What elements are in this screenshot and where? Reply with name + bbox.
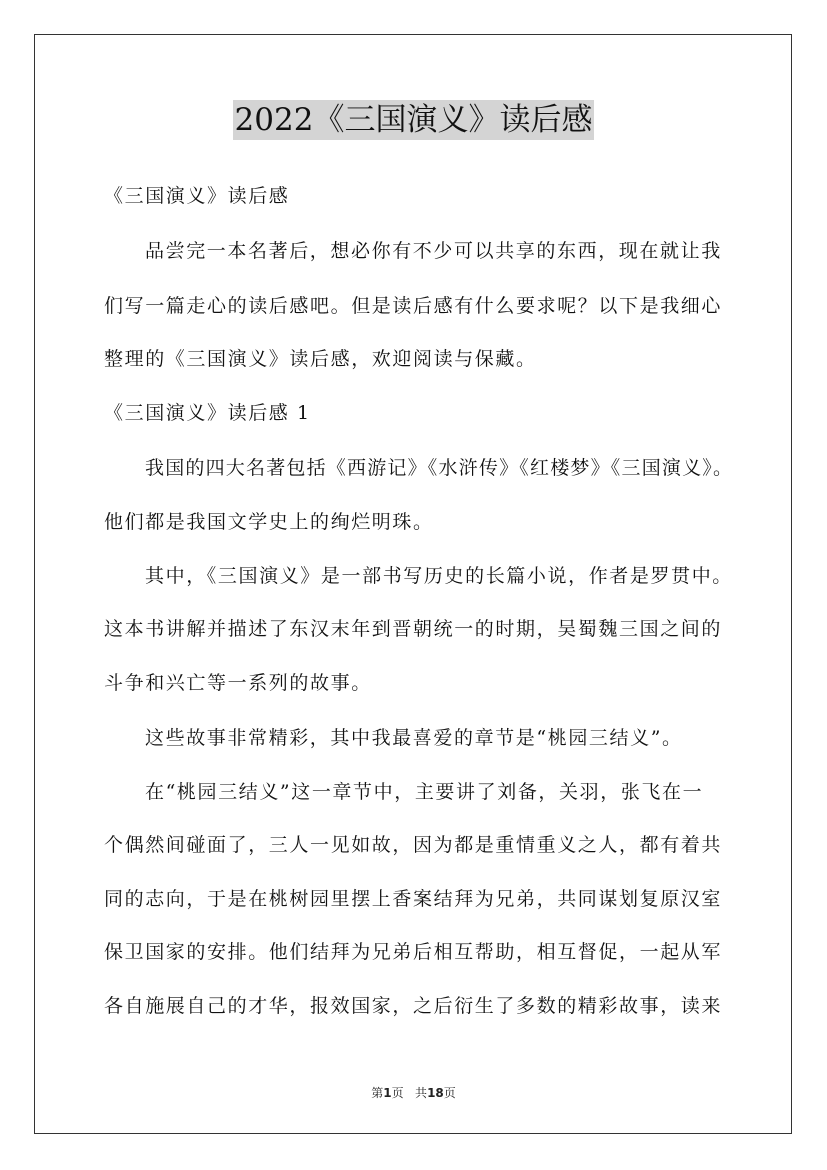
body-line: 品尝完一本名著后，想必你有不少可以共享的东西，现在就让我	[145, 240, 722, 262]
section-heading: 《三国演义》读后感	[104, 185, 290, 207]
body-line: 这些故事非常精彩，其中我最喜爱的章节是“桃园三结义”。	[145, 727, 683, 749]
body-line: 各自施展自己的才华，报效国家，之后衍生了多数的精彩故事，读来	[104, 995, 723, 1017]
body-line: 保卫国家的安排。他们结拜为兄弟后相互帮助，相互督促，一起从军	[104, 941, 723, 963]
body-line: 同的志向，于是在桃树园里摆上香案结拜为兄弟，共同谋划复原汉室	[104, 888, 723, 910]
body-line: 这本书讲解并描述了东汉末年到晋朝统一的时期，吴蜀魏三国之间的	[104, 618, 723, 640]
footer-total-suffix: 页	[443, 1086, 456, 1100]
footer-prefix: 第	[371, 1086, 384, 1100]
current-page-number: 1	[383, 1086, 392, 1100]
page-footer	[0, 1084, 827, 1101]
body-line: 个偶然间碰面了，三人一见如故，因为都是重情重义之人，都有着共	[104, 834, 723, 856]
section-heading: 《三国演义》读后感 1	[104, 402, 311, 424]
body-line: 他们都是我国文学史上的绚烂明珠。	[104, 511, 434, 533]
document-title: 2022《三国演义》读后感	[234, 102, 593, 138]
body-line: 在“桃园三结义”这一章节中，主要讲了刘备，关羽，张飞在一	[145, 781, 704, 803]
footer-page-suffix: 页	[391, 1086, 404, 1100]
title-container	[0, 100, 827, 140]
body-line: 我国的四大名著包括《西游记》《水浒传》《红楼梦》《三国演义》。	[145, 457, 734, 479]
footer-total-prefix: 共	[415, 1086, 428, 1100]
body-line: 其中，《三国演义》是一部书写历史的长篇小说，作者是罗贯中。	[145, 565, 733, 587]
body-line: 们写一篇走心的读后感吧。但是读后感有什么要求呢？以下是我细心	[104, 295, 723, 317]
total-page-number: 18	[427, 1086, 444, 1100]
body-line: 整理的《三国演义》读后感，欢迎阅读与保藏。	[104, 348, 537, 370]
body-line: 斗争和兴亡等一系列的故事。	[104, 672, 372, 694]
